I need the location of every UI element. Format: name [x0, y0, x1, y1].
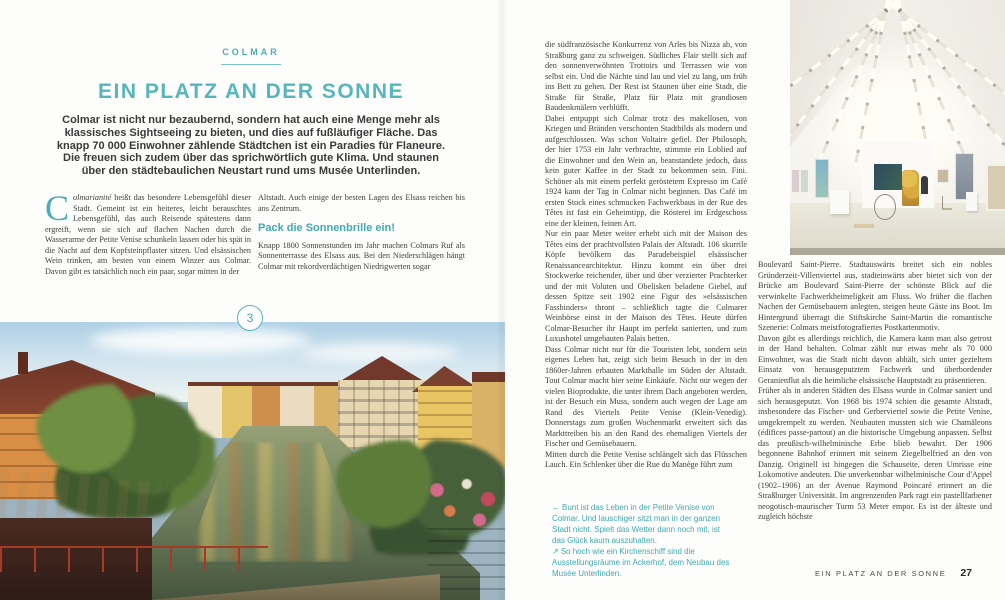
museum-photo — [790, 0, 1005, 255]
body-paragraph: Nur ein paar Meter weiter erhebt sich mit der Maison des Têtes eins der prachtvollsten Palais der Altstadt. 106 skurrile Köpfe bevölkern das Paradebeispiel elsässischer Renaissancearchitektur. Hinzu kommt ein über drei Stockwerke reichender, über und über verzierter Prachterker und der mit Voluten und Obelisken beladene Giebel, auf dessen Spitze seit 1902 eine Figur des »elsässischen Fassbinders« thront – schließlich tagte die Colmarer Weinbörse einst in der Maison des Têtes. Heute dürfen Colmar-Besucher ihr Haupt im perfekt sanierten, und zum Luxushotel umgebauten Palais betten. — [545, 229, 747, 343]
painting — [874, 164, 902, 190]
right-column-1 — [545, 40, 747, 492]
body-paragraph: Früher als in anderen Städten des Elsass wurde in Colmar saniert und sich herausgeputzt. Von 1968 bis 1974 schien die gesamte Altstadt, insbesondere das Fischer- und Gerberviertel sowie die Petite Venise, umgekrempelt zu werden. Neubauten mussten sich wie Chamäleons (édifices passe-partout) an die historische Umgebung anpassen. Selbst das preußisch-wilhelminische Erbe blieb bewahrt. Der 1906 begonnene Bahnhof erinnert mit seinem Ziegelbelfried an den von Danzig. Originell ist hingegen die Schauseite, deren Umrisse eine Lokomotive andeuten. Die unverkennbar wilhelminische Cour d'Appel (1902–1906) an der Avenue Raymond Poincaré erinnert an die Straßburger Universität. Im angrenzenden Park ragt ein pastellfarbener neogotisch-maurischer Turm 53 Meter empor. Es ist der älteste und zugleich höchste — [758, 386, 992, 521]
display-table — [854, 224, 874, 228]
body-paragraph: die südfranzösische Konkurrenz von Arles bis Nizza ab, von Straßburg ganz zu schweigen. Südliches Flair stellt sich auf den sonnenverwöhnten Trottoirs und Terrassen wie von selbst ein. Und die Nächte sind lau und viel zu lang, um früh ins Bett zu gehen. Der Rest ist Staunen über eine Stadt, die Straße für Straße, Platz für Platz mit grandiosen Baudenkmälern verblüfft. — [545, 40, 747, 112]
page-number: 27 — [960, 567, 972, 579]
gold-sculpture — [902, 170, 919, 206]
painting — [792, 170, 808, 192]
lead-word: olmarianité — [73, 193, 112, 202]
railing — [0, 546, 268, 572]
intro-paragraph: Colmar ist nicht nur bezaubernd, sondern hat auch eine Menge mehr als klassisches Sightseeing zu bieten, und dies auf fußläufiger Fläche. Das knapp 70 000 Einwohner zählende Städtchen ist ein Paradies für Flaneure. Die freuen sich zudem über das sprichwörtlich gute Klima. Und staunen über den städtebaulichen Neustart rund ums Musée Unterlinden. — [56, 114, 446, 178]
page-gutter — [497, 0, 507, 600]
section-subhead: Pack die Sonnenbrille ein! — [258, 222, 395, 234]
caption-line — [552, 546, 732, 579]
running-head: EIN PLATZ AN DER SONNE — [814, 569, 947, 578]
body-paragraph: Dass Colmar nicht nur für die Touristen lebt, sondern sein eigenes Leben hat, zeigt sich beim Besuch in der in den 1860er-Jahren erbauten Markthalle im Süden der Altstadt. Tout Colmar macht hier seine Einkäufe. Nicht nur wegen der vielen Bioprodukte, die unter ihrem Dach angeboten werden, ist der Besuch ein Muss, sondern auch wegen der Lage am Rand des Viertels Petite Venise (Klein-Venedig). Donnerstags zum großen Wochenmarkt erweitert sich das Markttreiben bis an den Rand des ehemaligen Viertels der Fischer und Gemüsebauern. — [545, 344, 747, 448]
chimney — [18, 352, 28, 374]
body-paragraph: Boulevard Saint-Pierre. Stadtauswärts breitet sich ein nobles Gründerzeit-Villenviertel aus, stadteinwärts aber bietet sich von der Brücke am Boulevard Saint-Pierre der schönste Blick auf die verwinkelte Fachwerkheimeligkeit am Fluss. Wo früher die flachen Nachen der Gemüsebauern anlegten, steigen heute Gäste ins Boot. Im Hintergrund überragt die Stiftskirche Saint-Martin die romantische Szenerie: Colmars meistfotografiertes Postkartenmotiv. — [758, 260, 992, 332]
chair — [942, 196, 952, 210]
page-footer — [815, 567, 972, 579]
body-paragraph: Altstadt. Auch einige der besten Lagen des Elsass reichen bis ans Zentrum. — [258, 193, 465, 213]
cloud — [90, 328, 310, 354]
painting — [938, 170, 948, 182]
right-column-2 — [758, 260, 992, 563]
petite-venise-photo — [0, 322, 505, 600]
pedestal — [966, 192, 977, 211]
body-paragraph: Mitten durch die Petite Venise schlängelt sich das Flüsschen Lauch. Ein Schlenker über die Rue du Manège führt zum — [545, 449, 747, 469]
photo-caption — [552, 502, 732, 579]
left-column-b — [258, 193, 465, 325]
arrow-left-icon: ← — [552, 503, 560, 512]
caption-text: So hoch wie ein Kirchenschiff sind die Ausstellungsräume im Ackerhof, dem Neubau des Musée Unterlinden. — [552, 547, 730, 578]
body-paragraph: Davon gibt es allerdings reichlich, die Kamera kann man also getrost in der Hand behalten. Colmar zählt nur etwas mehr als 70 000 Einwohner, was die Stadt nicht davon abhält, sich unter gezieltem Einsatz von herausgeputztem Fachwerk und überbordender Geranienflut als die heimliche elsässische Hauptstadt zu präsentieren. — [758, 333, 992, 385]
floor-strip — [790, 248, 1005, 255]
caption-line — [552, 502, 732, 546]
arrow-upright-icon: ↗ — [552, 547, 559, 556]
page-title: EIN PLATZ AN DER SONNE — [97, 80, 404, 103]
painting — [986, 164, 1005, 211]
body-paragraph: Dabei entpuppt sich Colmar trotz des makellosen, von Kriegen und Bränden verschonten Stadtbilds als modern und aufgeschlossen. Was schon Voltaire gefiel. Der Philosoph, der hier 1753 ein Jahr verbrachte, stimmte ein Loblied auf die Einwohner und den Wein an, beanstandete jedoch, dass kein guter Kaffee in der Stadt zu bekommen sein. Fini. Schöner als mit einem perfekt geröstetem Expresso im Café 1924 kann der Tag in Colmar nicht beginnen. Das Café im ersten Stock eines schmucken Fachwerkbaus in der Rue des Têtes ist fast ein Geheimtipp, die Rösterei im Erdgeschoss eine der kleinen, feinen Art. — [545, 113, 747, 228]
map-number-badge: 3 — [237, 305, 263, 331]
body-paragraph: Knapp 1800 Sonnenstunden im Jahr machen Colmars Ruf als Sonnenterrasse des Elsass aus. Bei den Niederschlägen hängt Colmar mit rekordverdächtigen Niedrigwerten sogar — [258, 240, 465, 271]
kicker: COLMAR — [222, 47, 280, 57]
body-text: heißt das besondere Lebensgefühl dieser Stadt. Gemeint ist ein heiteres, leicht berauschtes Lebensgefühl, das auch Reisende spätestens dann ergreift, wenn sie sich auf flachen Nachen durch die Wasserarme der Petite Venise schunkeln lassen oder bis spät in die Nacht auf dem Kopfsteinpflaster sitzen. Und elsässischen Wein trinken, am besten von einem Winzer aus Colmar. Davon gibt es tatsächlich noch ein paar, sogar mitten in der — [45, 193, 251, 276]
pedestal — [830, 190, 849, 214]
dropcap: C — [45, 193, 70, 228]
wire-sculpture — [874, 194, 896, 220]
body-paragraph — [45, 193, 251, 277]
left-column-a — [45, 193, 251, 325]
visitor-figure — [921, 176, 928, 194]
caption-text: Bunt ist das Leben in der Petite Venise von Colmar. Und lauschiger sitzt man in der ganzen Stadt nicht. Spielt das Wetter dann noch mit, ist das Glück kaum auszuhalten. — [552, 503, 721, 545]
kicker-rule — [221, 64, 281, 65]
painting — [816, 160, 828, 197]
